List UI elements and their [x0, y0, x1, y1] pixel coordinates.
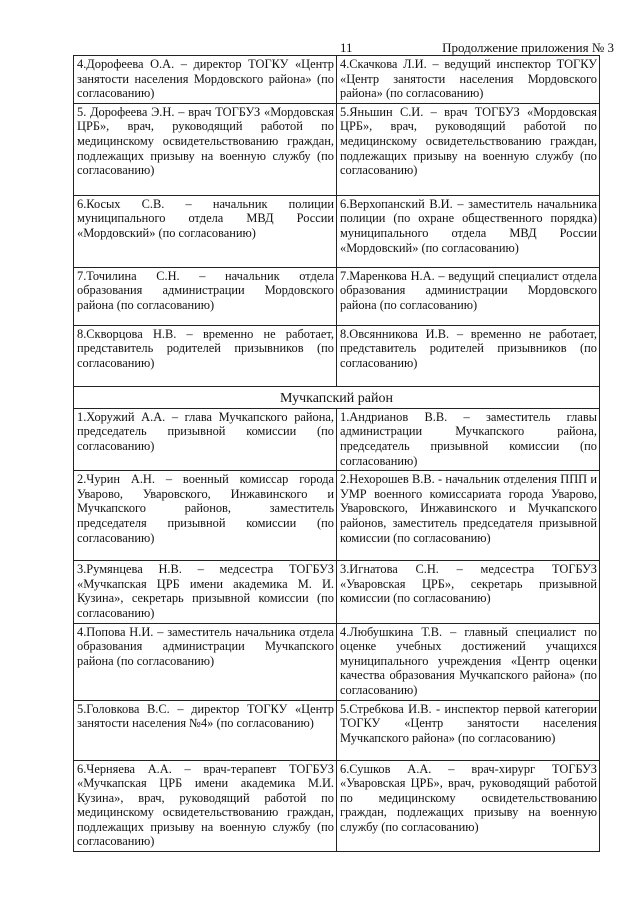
deputy-cell [337, 623, 600, 700]
deputy-cell [337, 471, 600, 561]
member-text: 5.Головкова В.С. – директор ТОГКУ «Центр занятости населения №4» (по согласованию) [77, 701, 334, 731]
section-title: Мучкапский район [74, 386, 600, 408]
member-text: 6.Косых С.В. – начальник полиции муниципального отдела МВД России «Мордовский» (по согласованию) [77, 196, 334, 240]
table-row [74, 267, 600, 325]
deputy-text: 3.Игнатова С.Н. – медсестра ТОГБУЗ «Уваровская ЦРБ», секретарь призывной комиссии (по согласованию) [340, 562, 597, 606]
member-cell [74, 471, 337, 561]
deputy-text: 7.Маренкова Н.А. – ведущий специалист отдела образования администрации Мордовского района (по согласованию) [340, 268, 597, 312]
member-text: 5. Дорофеева Э.Н. – врач ТОГБУЗ «Мордовская ЦРБ», врач, руководящий работой по медицинскому освидетельствованию граждан, подлежащих призыву на военную службу (по согласованию) [77, 104, 334, 178]
table-row [74, 760, 600, 852]
deputy-text: 8.Овсянникова И.В. – временно не работает, представитель родителей призывников (по согласованию) [340, 326, 597, 370]
member-text: 8.Скворцова Н.В. – временно не работает, представитель родителей призывников (по согласованию) [77, 326, 334, 370]
member-text: 3.Румянцева Н.В. – медсестра ТОГБУЗ «Мучкапская ЦРБ имени академика М. И. Кузина», секретарь призывной комиссии (по согласованию) [77, 562, 334, 620]
deputy-text: 5.Яньшин С.И. – врач ТОГБУЗ «Мордовская ЦРБ», врач, руководящий работой по медицинскому освидетельствованию граждан, подлежащих призыву на военную службу (по согласованию) [340, 104, 597, 178]
table-row [74, 195, 600, 267]
member-text: 4.Дорофеева О.А. – директор ТОГКУ «Центр занятости населения Мордовского района» (по согласованию) [77, 57, 334, 101]
member-cell [74, 195, 337, 267]
member-cell [74, 103, 337, 195]
deputy-text: 4.Скачкова Л.И. – ведущий инспектор ТОГКУ «Центр занятости населения Мордовского района» (по согласованию) [340, 57, 597, 101]
deputy-text: 6.Сушков А.А. – врач-хирург ТОГБУЗ «Уваровская ЦРБ», врач, руководящий работой по медицинскому освидетельствованию граждан, подлежащих призыву на военную службу (по согласованию) [340, 761, 597, 834]
deputy-cell [337, 325, 600, 386]
member-cell [74, 408, 337, 470]
member-text: 7.Точилина С.Н. – начальник отдела образования администрации Мордовского района (по согласованию) [77, 268, 334, 312]
member-cell [74, 700, 337, 760]
deputy-text: 1.Андрианов В.В. – заместитель главы администрации Мучкапского района, председатель призывной комиссии (по согласованию) [340, 409, 597, 468]
table-row [74, 56, 600, 104]
member-cell [74, 561, 337, 623]
table-row [74, 700, 600, 760]
deputy-text: 6.Верхопанский В.И. – заместитель начальника полиции (по охране общественного порядка) муниципального отдела МВД России «Мордовский» (по согласованию) [340, 196, 597, 255]
deputy-cell [337, 408, 600, 470]
member-text: 1.Хоружий А.А. – глава Мучкапского района, председатель призывной комиссии (по согласованию) [77, 409, 334, 453]
member-cell [74, 325, 337, 386]
table-row [74, 623, 600, 700]
table-row [74, 408, 600, 470]
table-row [74, 103, 600, 195]
deputy-cell [337, 700, 600, 760]
member-cell [74, 267, 337, 325]
continuation-note: Продолжение приложения № 3 [442, 40, 614, 55]
table-row [74, 561, 600, 623]
deputy-cell [337, 103, 600, 195]
member-cell [74, 760, 337, 852]
member-cell [74, 56, 337, 104]
page-number: 11 [340, 40, 353, 55]
member-cell [74, 623, 337, 700]
deputy-cell [337, 56, 600, 104]
deputy-cell [337, 267, 600, 325]
deputy-cell [337, 561, 600, 623]
member-text: 6.Черняева А.А. – врач-терапевт ТОГБУЗ «Мучкапская ЦРБ имени академика М.И. Кузина», врач, руководящий работой по медицинскому освидетельствованию граждан, подлежащих призыву на военную службу (по согласованию) [77, 761, 334, 849]
deputy-cell [337, 195, 600, 267]
table-row [74, 325, 600, 386]
deputy-text: 4.Любушкина Т.В. – главный специалист по оценке учебных достижений учащихся муниципального учреждения «Центр оценки качества образования Мучкапского района» (по согласованию) [340, 624, 597, 697]
section-row [74, 386, 600, 408]
member-text: 2.Чурин А.Н. – военный комиссар города Уварово, Уваровского, Инжавинского и Мучкапского районов, заместитель председателя призывной комиссии (по согласованию) [77, 472, 334, 545]
deputy-text: 2.Нехорошев В.В. - начальник отделения ППП и УМР военного комиссариата города Уварово, Уваровского, Инжавинского и Мучкапского районов, заместитель председателя призывной комиссии (по согласованию) [340, 472, 597, 545]
table-row [74, 471, 600, 561]
deputy-cell [337, 760, 600, 852]
commission-table [73, 55, 600, 852]
member-text: 4.Попова Н.И. – заместитель начальника отдела образования администрации Мучкапского района (по согласованию) [77, 624, 334, 668]
deputy-text: 5.Стребкова И.В. - инспектор первой категории ТОГКУ «Центр занятости населения Мучкапского района» (по согласованию) [340, 701, 597, 745]
